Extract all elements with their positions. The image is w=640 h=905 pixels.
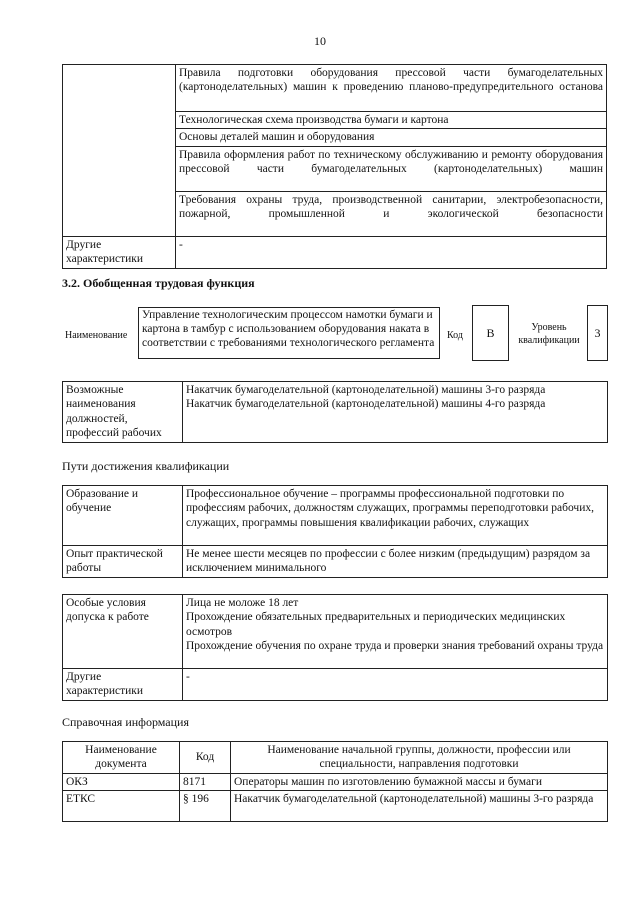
conditions-label: Особые условия допуска к работе — [63, 595, 183, 669]
condition-line: Прохождение обучения по охране труда и проверки знания требований охраны труда — [186, 640, 604, 653]
table-row — [63, 546, 608, 578]
name-label: Наименование — [65, 330, 128, 341]
cell-document: ЕТКС — [63, 791, 180, 822]
code-box — [472, 305, 509, 361]
row-value: Основы деталей машин и оборудования — [176, 129, 607, 146]
other-value: - — [183, 669, 608, 701]
row-value: Требования охраны труда, производственной санитарии, электробезопасности, пожарной, промышленной и экологической безопасности — [176, 191, 607, 236]
table-row — [63, 791, 608, 822]
table-row — [63, 382, 608, 443]
condition-line: Прохождение обязательных предварительных и периодических медицинских осмотров — [186, 611, 566, 638]
page-number: 10 — [314, 34, 326, 48]
table-row — [63, 595, 608, 669]
code-value: В — [486, 325, 495, 340]
experience-label: Опыт практической работы — [63, 546, 183, 578]
row-value: Правила оформления работ по техническому обслуживанию и ремонту оборудования прессовой части бумагоделательных (картоноделательных) машин — [176, 146, 607, 191]
row-label: Другие характеристики — [63, 236, 176, 268]
table-row — [63, 236, 607, 268]
conditions-value — [183, 595, 608, 669]
table-row — [63, 773, 608, 790]
conditions-table — [62, 594, 608, 701]
education-table — [62, 485, 608, 578]
reference-table — [62, 741, 608, 822]
condition-line: Лица не моложе 18 лет — [186, 597, 299, 609]
level-box — [587, 305, 608, 361]
table-row — [63, 486, 608, 546]
row-value: Технологическая схема производства бумаги и картона — [176, 112, 607, 129]
section-heading: 3.2. Обобщенная трудовая функция — [62, 276, 255, 290]
cell-name: Накатчик бумагоделательной (картоноделательной) машины 3-го разряда — [231, 791, 608, 822]
row-label — [63, 65, 176, 237]
knowledge-table — [62, 64, 607, 269]
code-label: Код — [447, 330, 463, 341]
experience-value: Не менее шести месяцев по профессии с более низким (предыдущим) разрядом за исключением минимального — [183, 546, 608, 578]
cell-name: Операторы машин по изготовлению бумажной массы и бумаги — [231, 773, 608, 790]
education-label: Образование и обучение — [63, 486, 183, 546]
header-name: Наименование начальной группы, должности, профессии или специальности, направления подготовки — [231, 742, 608, 774]
row-value: - — [176, 236, 607, 268]
profession-line: Накатчик бумагоделательной (картоноделательной) машины 4-го разряда — [186, 398, 546, 411]
cell-document: ОКЗ — [63, 773, 180, 790]
cell-code: § 196 — [180, 791, 231, 822]
education-value: Профессиональное обучение – программы профессиональной подготовки по профессиям рабочих, должностям служащих, программы переподготовки рабочих, служащих, программы повышения квалификации рабочих, служащих — [183, 486, 608, 546]
other-label: Другие характеристики — [63, 669, 183, 701]
cell-code: 8171 — [180, 773, 231, 790]
function-name: Управление технологическим процессом намотки бумаги и картона в тамбур с использованием оборудования наката в соответствии с требованиями технологического регламента — [142, 309, 435, 349]
level-label: Уровень квалификации — [518, 322, 580, 346]
row-value: Правила подготовки оборудования прессовой части бумагоделательных (картоноделательных) машин к проведению планово-предупредительного останова — [176, 65, 607, 112]
profession-line: Накатчик бумагоделательной (картоноделательной) машины 3-го разряда — [186, 384, 546, 396]
qualification-heading: Пути достижения квалификации — [62, 459, 230, 473]
professions-label: Возможные наименования должностей, профессий рабочих — [63, 382, 183, 443]
level-value: 3 — [594, 325, 601, 340]
header-code: Код — [180, 742, 231, 774]
function-name-box — [138, 307, 440, 359]
table-row — [63, 669, 608, 701]
header-document: Наименование документа — [63, 742, 180, 774]
professions-table — [62, 381, 608, 443]
reference-heading: Справочная информация — [62, 715, 189, 729]
table-header-row — [63, 742, 608, 774]
table-row — [63, 65, 607, 112]
professions-value — [183, 382, 608, 443]
